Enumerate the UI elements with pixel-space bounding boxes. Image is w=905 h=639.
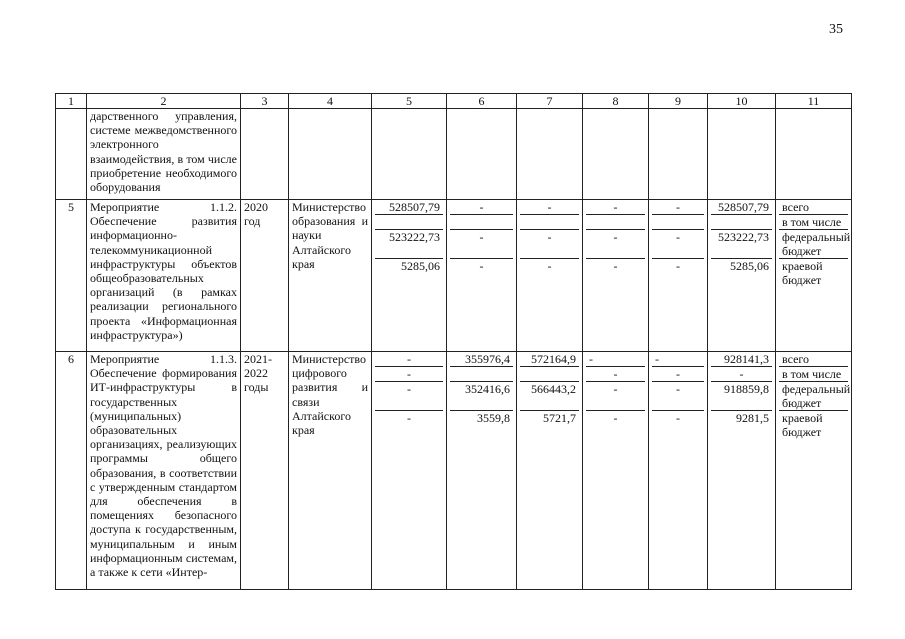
value-incl	[450, 215, 513, 230]
source-regional: краевой бюджет	[782, 411, 823, 439]
value-regional: -	[547, 259, 552, 273]
value-total: 528507,79	[375, 200, 443, 215]
value-regional: -	[479, 259, 484, 273]
value-total: -	[450, 200, 513, 215]
value-incl	[586, 215, 645, 230]
value-federal: -	[375, 382, 443, 411]
value-federal: -	[586, 382, 645, 411]
value-regional: -	[613, 411, 618, 425]
col-header: 4	[289, 94, 372, 109]
value-federal: -	[450, 230, 513, 259]
source-regional: краевой бюджет	[782, 259, 823, 287]
value-regional: 5285,06	[401, 259, 440, 273]
col10-cell	[708, 200, 776, 352]
col-header: 10	[708, 94, 776, 109]
value-incl: -	[586, 367, 645, 382]
table-header-row	[56, 94, 852, 109]
value-incl: -	[652, 367, 704, 382]
value-federal: -	[586, 230, 645, 259]
value-total: -	[520, 200, 579, 215]
source-incl: в том числе	[779, 215, 848, 230]
value-incl	[375, 215, 443, 230]
event-years: 2021-2022 годы	[241, 352, 289, 590]
value-federal: 566443,2	[520, 382, 579, 411]
col11-cell	[776, 352, 852, 590]
value-total: -	[586, 200, 645, 215]
value-regional: -	[407, 411, 411, 425]
col10-cell	[708, 352, 776, 590]
col-header: 5	[372, 94, 447, 109]
col6-cell	[447, 352, 517, 590]
value-federal: -	[520, 230, 579, 259]
value-federal: 352416,6	[450, 382, 513, 411]
row-number: 5	[56, 200, 87, 352]
col7-cell	[517, 352, 583, 590]
col-header: 9	[649, 94, 708, 109]
value-incl	[711, 215, 772, 230]
value-incl	[450, 367, 513, 382]
source-incl: в том числе	[779, 367, 848, 382]
col-header: 11	[776, 94, 852, 109]
value-regional: -	[676, 259, 680, 273]
event-name: Мероприятие 1.1.2. Обеспечение развития информационно-телекоммуникационной инфраструктуры объектов общеобразовательных организаций (в рамках реализации регионального проекта «Информационная инфраструктура»)	[87, 200, 241, 352]
value-federal: -	[652, 382, 704, 411]
value-federal: 918859,8	[711, 382, 772, 411]
value-total: 928141,3	[711, 352, 772, 367]
col9-cell	[649, 200, 708, 352]
col5-cell	[372, 352, 447, 590]
event-executor: Министерство цифрового развития и связи Алтайского края	[289, 352, 372, 590]
program-table	[55, 93, 852, 590]
value-regional: 9281,5	[736, 411, 769, 425]
table-row	[56, 200, 852, 352]
value-regional: 5285,06	[730, 259, 769, 273]
table-row	[56, 352, 852, 590]
value-incl: -	[711, 367, 772, 382]
col7-cell	[517, 200, 583, 352]
value-total: -	[652, 200, 704, 215]
col-header: 8	[583, 94, 649, 109]
value-total: 355976,4	[450, 352, 513, 367]
source-federal: федеральный бюджет	[779, 230, 848, 259]
value-total: 572164,9	[520, 352, 579, 367]
table-row-continued	[56, 109, 852, 200]
value-regional: -	[676, 411, 680, 425]
source-federal: федеральный бюджет	[779, 382, 848, 411]
value-incl: -	[375, 367, 443, 382]
value-regional: -	[613, 259, 618, 273]
col9-cell	[649, 352, 708, 590]
source-total: всего	[779, 352, 848, 367]
col8-cell	[583, 200, 649, 352]
col-header: 2	[87, 94, 241, 109]
value-federal: 523222,73	[711, 230, 772, 259]
continued-text: дарственного управления, системе межведомственного электронного взаимодействия, в том числе приобретение необходимого оборудования	[87, 109, 241, 200]
col-header: 7	[517, 94, 583, 109]
col-header: 6	[447, 94, 517, 109]
value-incl	[652, 215, 704, 230]
value-total: -	[586, 352, 645, 367]
source-total: всего	[779, 200, 848, 215]
value-total: -	[652, 352, 704, 367]
value-total: -	[375, 352, 443, 367]
col6-cell	[447, 200, 517, 352]
page-number: 35	[829, 22, 843, 37]
col8-cell	[583, 352, 649, 590]
row-number: 6	[56, 352, 87, 590]
col5-cell	[372, 200, 447, 352]
value-incl	[520, 367, 579, 382]
value-regional: 3559,8	[477, 411, 510, 425]
value-incl	[520, 215, 579, 230]
event-years: 2020 год	[241, 200, 289, 352]
value-federal: -	[652, 230, 704, 259]
col11-cell	[776, 200, 852, 352]
value-total: 528507,79	[711, 200, 772, 215]
col-header: 1	[56, 94, 87, 109]
event-name: Мероприятие 1.1.3. Обеспечение формирования ИТ-инфраструктуры в государственных (муниципальных) образовательных организациях, реализующих программы общего образования, в соответствии с утвержденным стандартом для обеспечения в помещениях безопасного доступа к государственным, муниципальным и иным информационным системам, а также к сети «Интер-	[87, 352, 241, 590]
value-regional: 5721,7	[543, 411, 576, 425]
value-federal: 523222,73	[375, 230, 443, 259]
col-header: 3	[241, 94, 289, 109]
event-executor: Министерство образования и науки Алтайского края	[289, 200, 372, 352]
